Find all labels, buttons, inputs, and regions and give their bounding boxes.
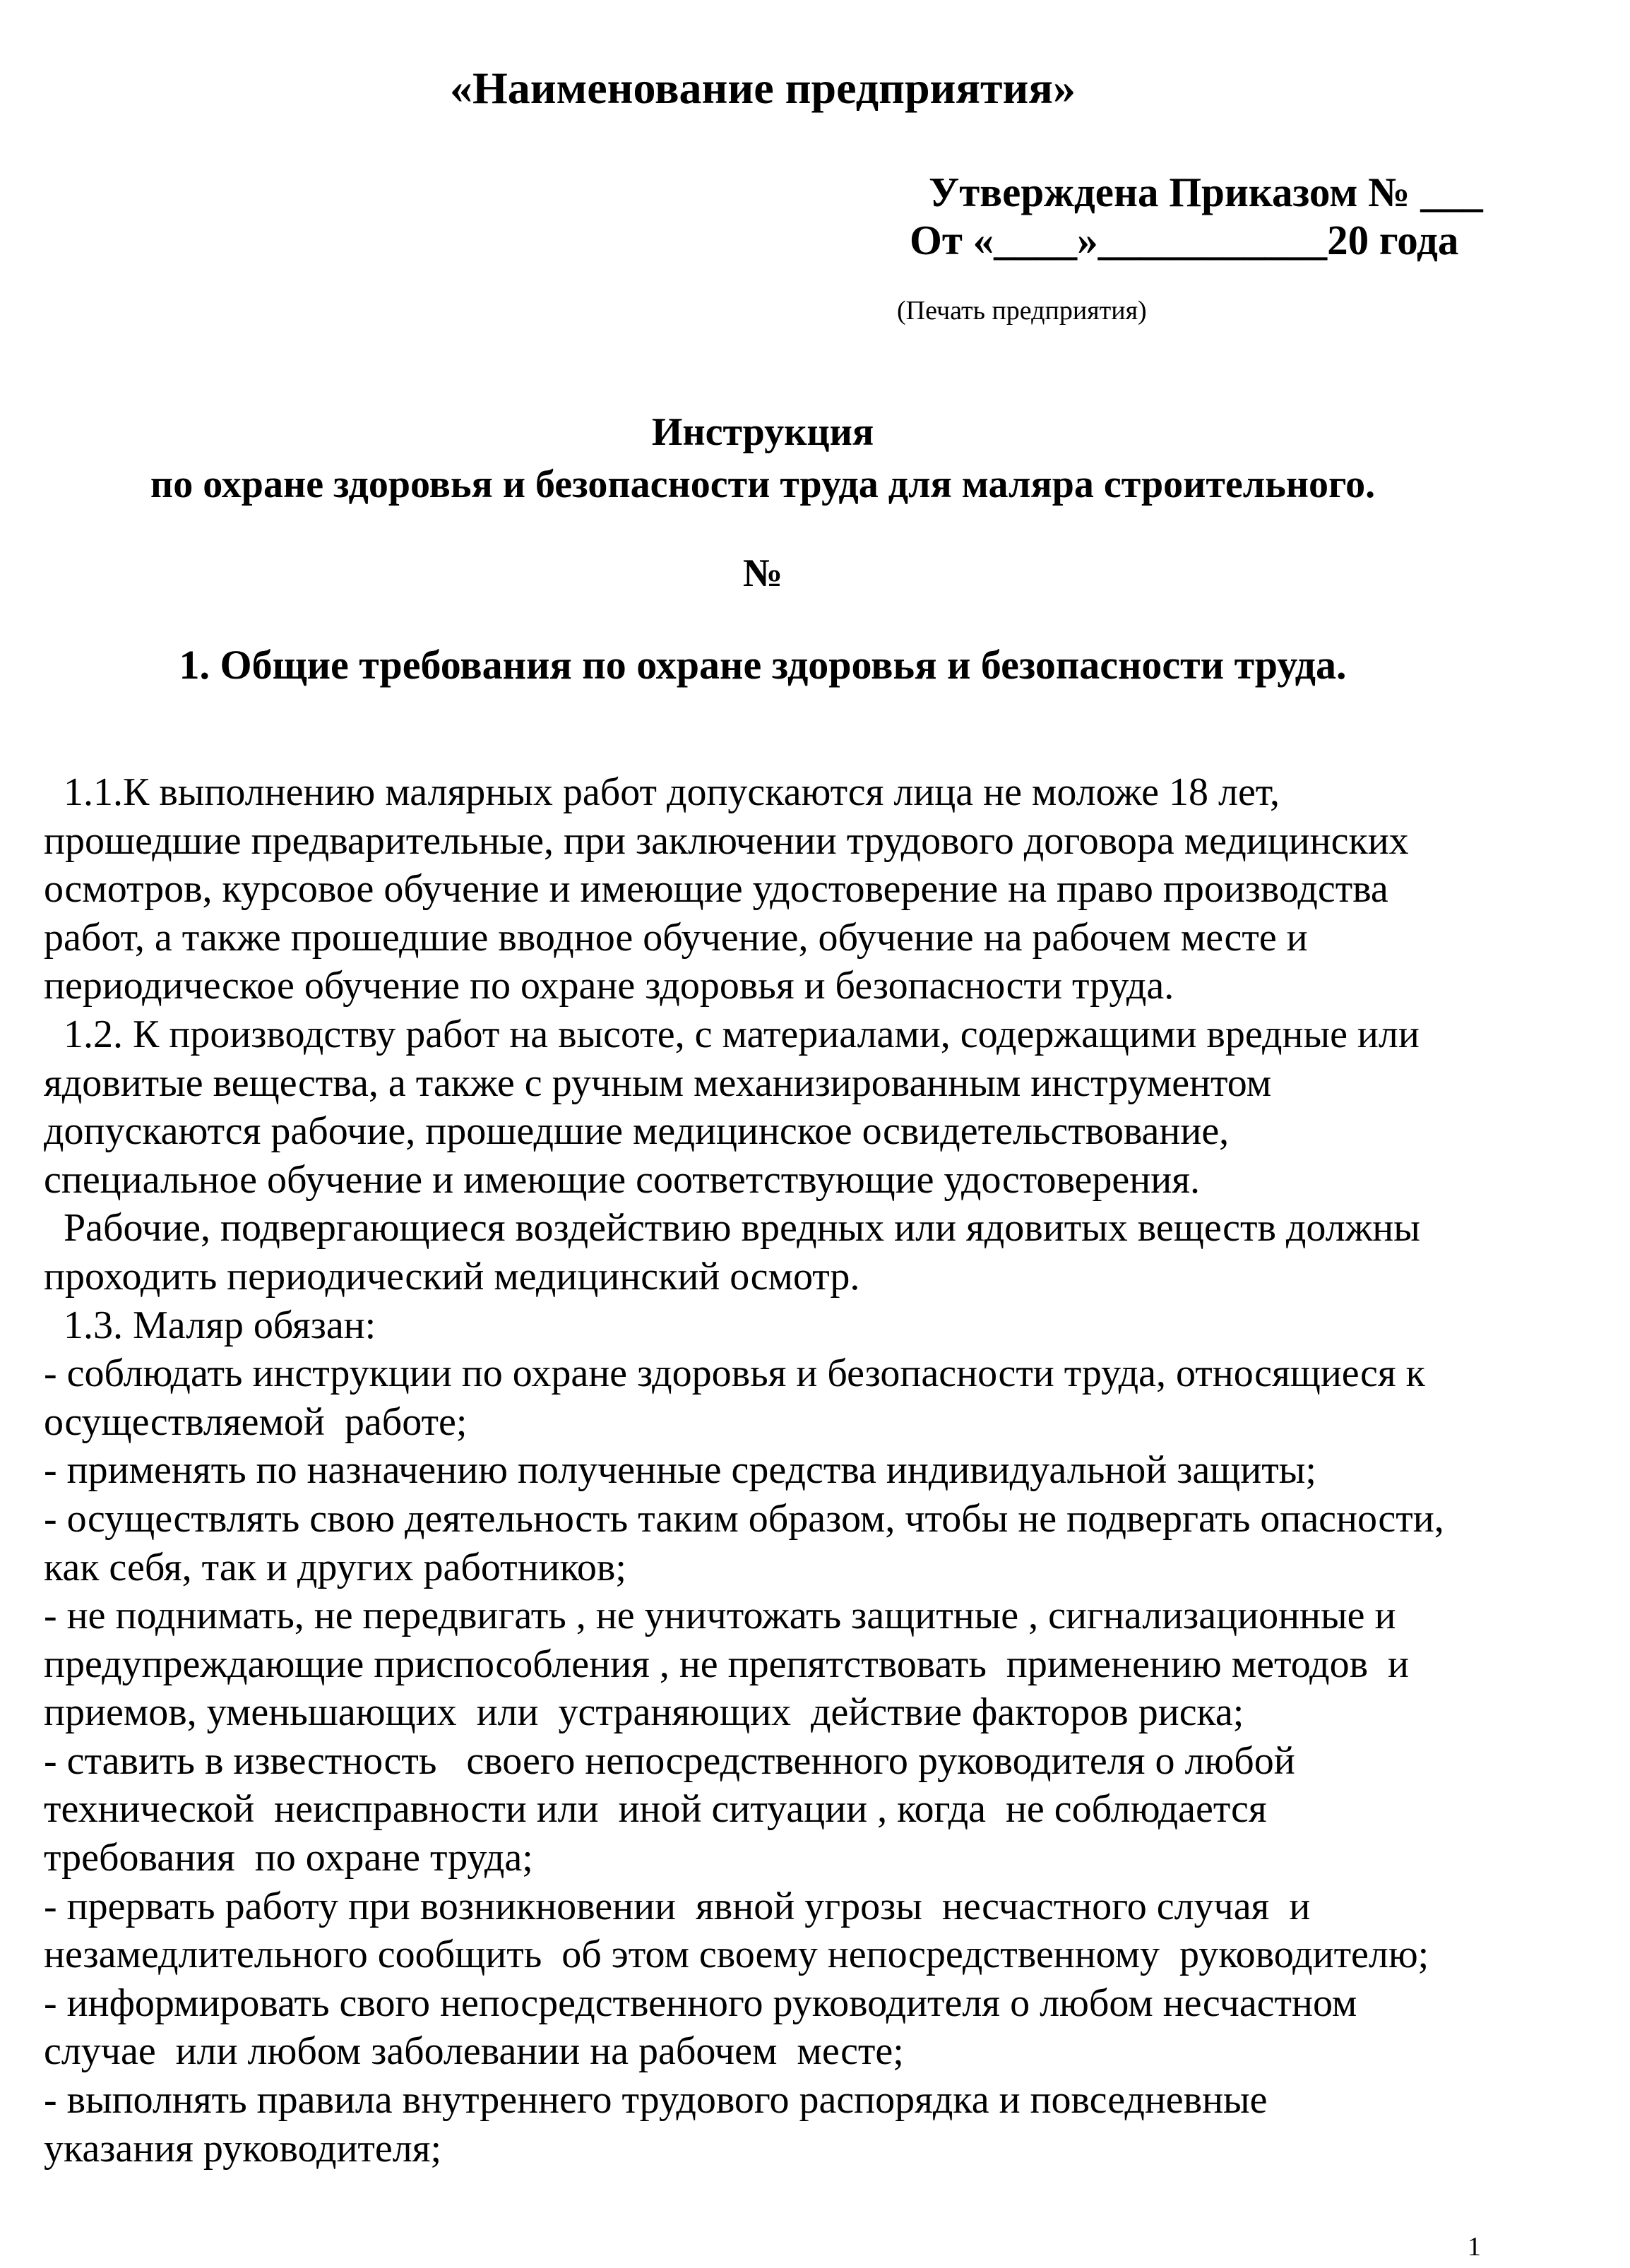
body-line: 1.3. Маляр обязан: bbox=[44, 1303, 376, 1347]
body-line: допускаются рабочие, прошедшие медицинское освидетельствование, bbox=[44, 1109, 1230, 1154]
body-line: - информировать свого непосредственного руководителя о любом несчастном bbox=[44, 1981, 1357, 2025]
document-title: Инструкция bbox=[651, 410, 874, 454]
page-number: 1 bbox=[1468, 2232, 1481, 2262]
body-line: случае или любом заболевании на рабочем месте; bbox=[44, 2029, 904, 2074]
body-line: осуществляемой работе; bbox=[44, 1399, 468, 1444]
body-line: - прервать работу при возникновении явной угрозы несчастного случая и bbox=[44, 1884, 1311, 1928]
company-name: «Наименование предприятия» bbox=[450, 63, 1076, 113]
document-subtitle: по охране здоровья и безопасности труда для маляра строительного. bbox=[150, 462, 1376, 506]
body-line: приемов, уменьшающих или устраняющих действие факторов риска; bbox=[44, 1690, 1244, 1735]
body-text bbox=[44, 768, 1444, 2173]
body-line: специальное обучение и имеющие соответствующие удостоверения. bbox=[44, 1157, 1200, 1202]
approval-order-line: Утверждена Приказом № ___ bbox=[929, 169, 1483, 215]
body-line: - осуществлять свою деятельность таким образом, чтобы не подвергать опасности, bbox=[44, 1496, 1444, 1541]
body-line: - соблюдать инструкции по охране здоровья и безопасности труда, относящиеся к bbox=[44, 1351, 1425, 1396]
body-line: 1.2. К производству работ на высоте, с материалами, содержащими вредные или bbox=[44, 1012, 1420, 1056]
body-line: проходить периодический медицинский осмотр. bbox=[44, 1254, 860, 1299]
body-line: периодическое обучение по охране здоровья и безопасности труда. bbox=[44, 964, 1174, 1008]
body-line: незамедлительного сообщить об этом своему непосредственному руководителю; bbox=[44, 1933, 1429, 1977]
body-line: предупреждающие приспособления , не препятствовать применению методов и bbox=[44, 1642, 1410, 1686]
seal-note: (Печать предприятия) bbox=[897, 296, 1147, 326]
body-line: указания руководителя; bbox=[44, 2126, 442, 2171]
body-line: работ, а также прошедшие вводное обучение, обучение на рабочем месте и bbox=[44, 915, 1308, 960]
body-line: Рабочие, подвергающиеся воздействию вредных или ядовитых веществ должны bbox=[44, 1206, 1420, 1251]
approval-date-line: От «____»___________20 года bbox=[910, 217, 1459, 263]
body-line: требования по охране труда; bbox=[44, 1836, 533, 1880]
body-line: технической неисправности или иной ситуации , когда не соблюдается bbox=[44, 1787, 1267, 1832]
document-number-label: № bbox=[742, 551, 783, 595]
section-heading: 1. Общие требования по охране здоровья и безопасности труда. bbox=[179, 642, 1347, 688]
body-line: - применять по назначению полученные средства индивидуальной защиты; bbox=[44, 1448, 1316, 1493]
body-line: 1.1.К выполнению малярных работ допускаются лица не моложе 18 лет, bbox=[44, 770, 1280, 814]
body-line: - ставить в известность своего непосредственного руководителя о любой bbox=[44, 1738, 1295, 1783]
body-line: прошедшие предварительные, при заключении трудового договора медицинских bbox=[44, 818, 1409, 863]
body-line: ядовитые вещества, а также с ручным механизированным инструментом bbox=[44, 1061, 1272, 1105]
body-line: осмотров, курсовое обучение и имеющие удостоверение на право производства bbox=[44, 867, 1388, 912]
body-line: - не поднимать, не передвигать , не уничтожать защитные , сигнализационные и bbox=[44, 1594, 1396, 1638]
body-line: - выполнять правила внутреннего трудового распорядка и повседневные bbox=[44, 2078, 1268, 2123]
body-line: как себя, так и других работников; bbox=[44, 1545, 626, 1589]
